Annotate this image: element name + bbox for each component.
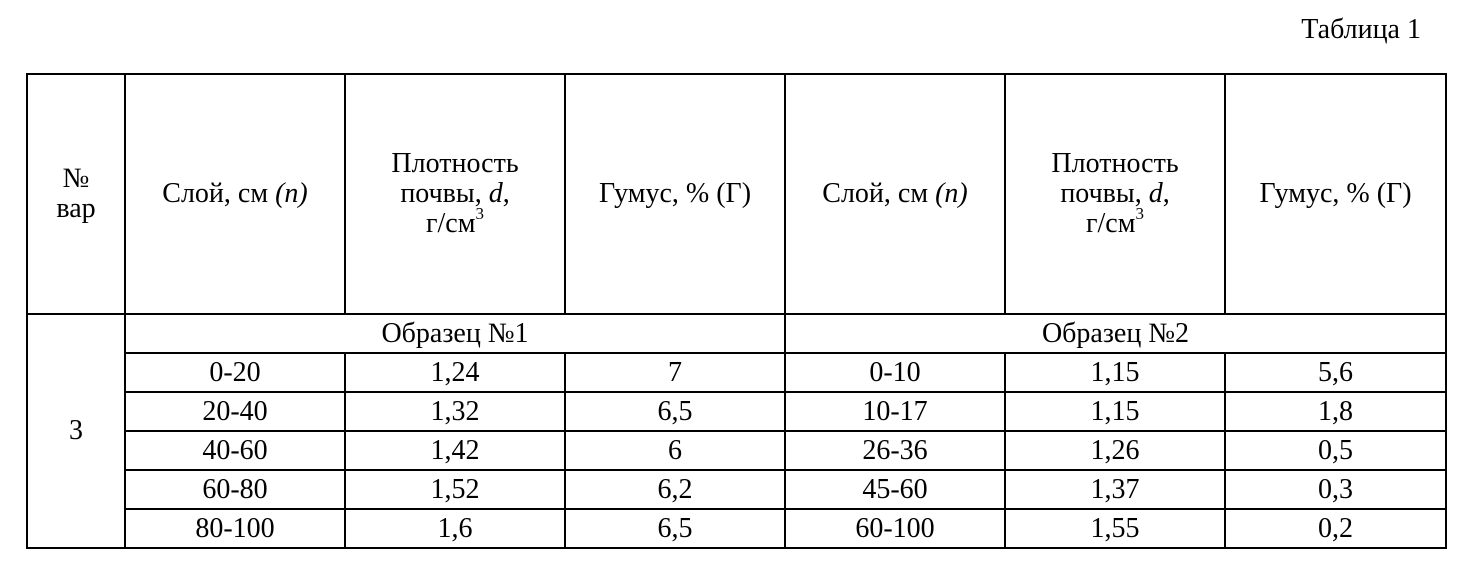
header-density-2 [1005, 74, 1225, 314]
header-variant-line1: № [62, 163, 90, 194]
sample-2-density: 1,15 [1005, 353, 1225, 392]
sample-2-humus: 0,3 [1225, 470, 1446, 509]
header-density-line2 [346, 179, 564, 209]
header-variant-line2: вар [56, 193, 96, 224]
header-layer-text: Слой, см [822, 178, 936, 209]
sample-2-humus: 5,6 [1225, 353, 1446, 392]
header-row [27, 74, 1446, 314]
header-density-line2 [1006, 179, 1224, 209]
sample-1-density: 1,52 [345, 470, 565, 509]
header-humus-2: Гумус, % (Г) [1225, 74, 1446, 314]
sample-2-title: Образец №2 [785, 314, 1446, 353]
header-density-line1: Плотность [1051, 148, 1179, 179]
sample-1-layer: 80-100 [125, 509, 345, 548]
header-density-line3 [346, 203, 564, 239]
sample-2-layer: 26-36 [785, 431, 1005, 470]
sample-1-humus: 6,5 [565, 509, 785, 548]
sample-2-layer: 60-100 [785, 509, 1005, 548]
header-density-text: почвы, [400, 178, 489, 209]
sample-1-humus: 6,2 [565, 470, 785, 509]
sample-1-layer: 0-20 [125, 353, 345, 392]
header-density-1 [345, 74, 565, 314]
sample-1-humus: 6,5 [565, 392, 785, 431]
header-variant [27, 74, 125, 314]
header-density-line3 [1006, 203, 1224, 239]
sample-2-density: 1,55 [1005, 509, 1225, 548]
sample-2-layer: 10-17 [785, 392, 1005, 431]
sample-1-density: 1,42 [345, 431, 565, 470]
table-row [27, 392, 1446, 431]
sample-2-humus: 0,5 [1225, 431, 1446, 470]
header-layer-2 [785, 74, 1005, 314]
variant-number: 3 [27, 314, 125, 548]
sample-1-layer: 60-80 [125, 470, 345, 509]
header-layer-var: (n) [935, 178, 968, 209]
sample-1-density: 1,24 [345, 353, 565, 392]
sample-1-humus: 6 [565, 431, 785, 470]
header-layer-1 [125, 74, 345, 314]
header-density-var: d [1148, 178, 1163, 209]
sample-1-layer: 40-60 [125, 431, 345, 470]
soil-data-table [26, 73, 1447, 549]
sample-2-layer: 0-10 [785, 353, 1005, 392]
header-humus-1: Гумус, % (Г) [565, 74, 785, 314]
table-row [27, 353, 1446, 392]
sample-1-layer: 20-40 [125, 392, 345, 431]
header-density-unit-sup: 3 [1135, 203, 1144, 223]
table-row [27, 431, 1446, 470]
header-layer-var: (n) [275, 178, 308, 209]
header-density-var: d [488, 178, 503, 209]
sample-2-humus: 0,2 [1225, 509, 1446, 548]
header-layer-text: Слой, см [162, 178, 276, 209]
header-density-unit: г/см [1086, 208, 1136, 239]
table-row [27, 509, 1446, 548]
header-density-tail: , [502, 178, 510, 209]
table-caption: Таблица 1 [1301, 14, 1421, 45]
header-density-text: почвы, [1060, 178, 1149, 209]
header-density-line1: Плотность [391, 148, 519, 179]
sample-1-humus: 7 [565, 353, 785, 392]
header-density-unit: г/см [426, 208, 476, 239]
sample-title-row [27, 314, 1446, 353]
sample-2-layer: 45-60 [785, 470, 1005, 509]
header-density-tail: , [1162, 178, 1170, 209]
sample-2-density: 1,15 [1005, 392, 1225, 431]
sample-1-title: Образец №1 [125, 314, 785, 353]
sample-1-density: 1,32 [345, 392, 565, 431]
sample-2-density: 1,26 [1005, 431, 1225, 470]
sample-2-humus: 1,8 [1225, 392, 1446, 431]
sample-2-density: 1,37 [1005, 470, 1225, 509]
table-row [27, 470, 1446, 509]
sample-1-density: 1,6 [345, 509, 565, 548]
header-density-unit-sup: 3 [475, 203, 484, 223]
